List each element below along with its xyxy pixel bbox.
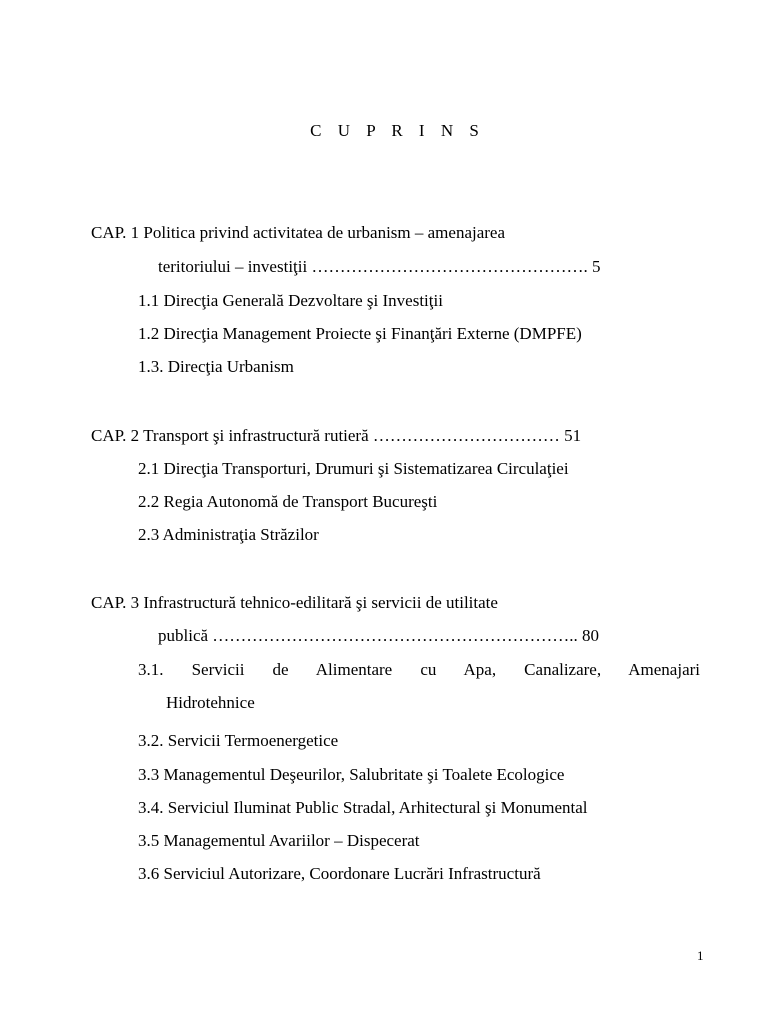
toc-entry-3-1: 3.1. Servicii de Alimentare cu Apa, Canalizare, Amenajari xyxy=(138,660,700,679)
toc-entry-2-2: 2.2 Regia Autonomă de Transport Bucureşti xyxy=(138,492,438,511)
toc-entry-2-1: 2.1 Direcţia Transporturi, Drumuri şi Sistematizarea Circulaţiei xyxy=(138,459,569,478)
toc-entry-1-1: 1.1 Direcţia Generală Dezvoltare şi Investiţii xyxy=(138,291,443,310)
cap3-heading-line1: CAP. 3 Infrastructură tehnico-edilitară şi servicii de utilitate xyxy=(91,593,498,612)
toc-entry-3-2: 3.2. Servicii Termoenergetice xyxy=(138,731,339,750)
toc-entry-3-6: 3.6 Serviciul Autorizare, Coordonare Lucrări Infrastructură xyxy=(138,864,541,883)
toc-entry-3-3: 3.3 Managementul Deşeurilor, Salubritate şi Toalete Ecologice xyxy=(138,765,565,784)
toc-entry-3-5: 3.5 Managementul Avariilor – Dispecerat xyxy=(138,831,420,850)
toc-entry-2-3: 2.3 Administraţia Străzilor xyxy=(138,525,319,544)
toc-entry-3-4: 3.4. Serviciul Iluminat Public Stradal, Arhitectural şi Monumental xyxy=(138,798,588,817)
cap1-heading-line2: teritoriului – investiţii …………………………………………. 5 xyxy=(158,257,601,276)
cap2-heading: CAP. 2 Transport şi infrastructură rutieră …………………………… 51 xyxy=(91,426,582,445)
cap3-heading-line2: publică ……………………………………………………….. 80 xyxy=(158,626,600,645)
toc-entry-1-2: 1.2 Direcţia Management Proiecte şi Finanţări Externe (DMPFE) xyxy=(138,324,582,343)
page-number: 1 xyxy=(697,948,704,963)
toc-title: C U P R I N S xyxy=(310,121,485,140)
cap1-heading-line1: CAP. 1 Politica privind activitatea de urbanism – amenajarea xyxy=(91,223,506,242)
toc-entry-3-1-continued: Hidrotehnice xyxy=(166,693,255,712)
toc-entry-1-3: 1.3. Direcţia Urbanism xyxy=(138,357,294,376)
